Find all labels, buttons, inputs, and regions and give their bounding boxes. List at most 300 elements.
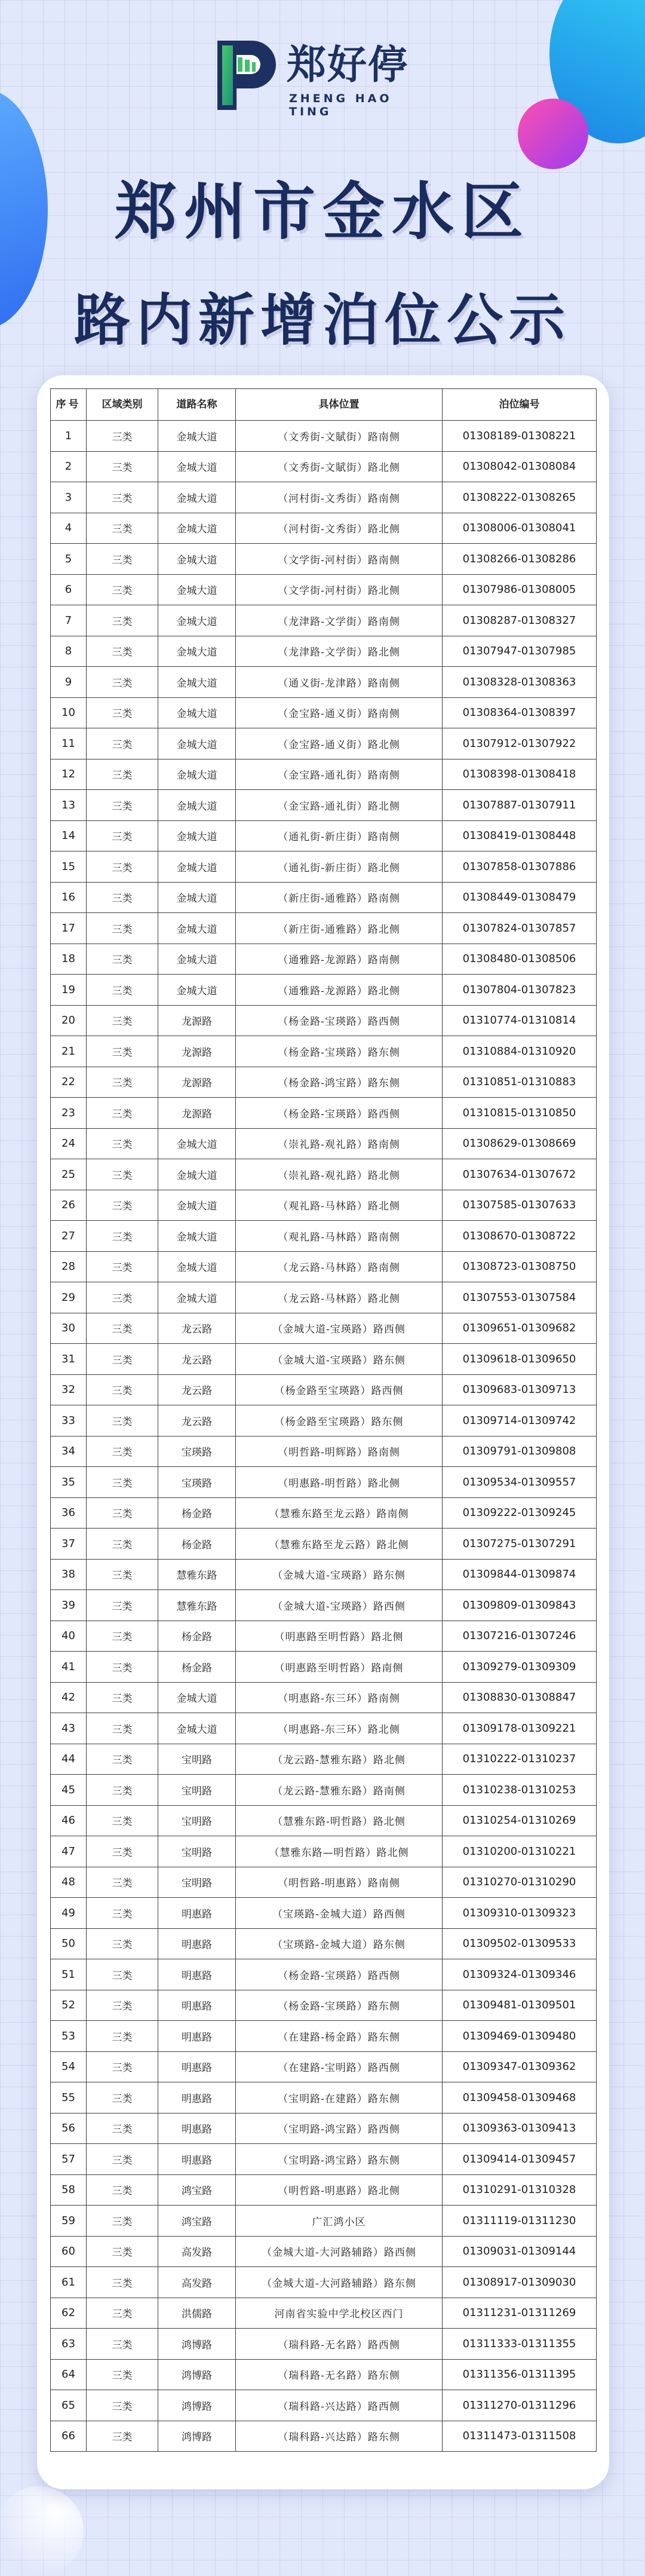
cell-berth-code: 01307858-01307886 bbox=[443, 851, 597, 883]
cell-location: （通义街-龙津路）路南侧 bbox=[236, 667, 443, 698]
table-header-row bbox=[51, 389, 597, 421]
cell-location: （在建路-宝明路）路西侧 bbox=[236, 2051, 443, 2082]
cell-location: （明哲路-明惠路）路南侧 bbox=[236, 1867, 443, 1898]
cell-location: （宝明路-鸿宝路）路东侧 bbox=[236, 2144, 443, 2175]
cell-index: 47 bbox=[51, 1836, 87, 1867]
cell-berth-code: 01310815-01310850 bbox=[443, 1098, 597, 1129]
decor-pink-ball bbox=[518, 99, 588, 169]
table-row bbox=[51, 1405, 597, 1436]
cell-berth-code: 01309279-01309309 bbox=[443, 1652, 597, 1683]
table-row bbox=[51, 1529, 597, 1560]
cell-berth-code: 01308830-01308847 bbox=[443, 1682, 597, 1713]
cell-index: 57 bbox=[51, 2144, 87, 2175]
cell-index: 8 bbox=[51, 636, 87, 667]
cell-berth-code: 01309791-01309808 bbox=[443, 1436, 597, 1467]
table-row bbox=[51, 451, 597, 482]
cell-area-class: 三类 bbox=[87, 759, 158, 790]
cell-area-class: 三类 bbox=[87, 790, 158, 821]
cell-area-class: 三类 bbox=[87, 2144, 158, 2175]
cell-index: 42 bbox=[51, 1682, 87, 1713]
cell-berth-code: 01308287-01308327 bbox=[443, 605, 597, 636]
cell-location: （慧雅东路-明哲路）路北侧 bbox=[236, 1805, 443, 1836]
cell-index: 64 bbox=[51, 2359, 87, 2390]
cell-index: 9 bbox=[51, 667, 87, 698]
cell-berth-code: 01310200-01310221 bbox=[443, 1836, 597, 1867]
page-title-line2: 路内新增泊位公示 bbox=[73, 288, 571, 353]
cell-berth-code: 01309809-01309843 bbox=[443, 1590, 597, 1621]
cell-berth-code: 01308266-01308286 bbox=[443, 544, 597, 575]
cell-index: 24 bbox=[51, 1128, 87, 1159]
cell-area-class: 三类 bbox=[87, 2236, 158, 2267]
cell-location: （明惠路-东三环）路北侧 bbox=[236, 1713, 443, 1744]
cell-road-name: 龙源路 bbox=[158, 1036, 236, 1067]
cell-index: 3 bbox=[51, 482, 87, 513]
cell-berth-code: 01308419-01308448 bbox=[443, 820, 597, 851]
cell-berth-code: 01309324-01309346 bbox=[443, 1959, 597, 1990]
cell-area-class: 三类 bbox=[87, 1251, 158, 1282]
cell-location: （崇礼路-观礼路）路南侧 bbox=[236, 1128, 443, 1159]
cell-berth-code: 01309651-01309682 bbox=[443, 1313, 597, 1344]
cell-index: 39 bbox=[51, 1590, 87, 1621]
table-row bbox=[51, 1098, 597, 1129]
cell-berth-code: 01309683-01309713 bbox=[443, 1374, 597, 1405]
cell-road-name: 明惠路 bbox=[158, 2113, 236, 2144]
table-row bbox=[51, 1590, 597, 1621]
brand-name: 郑好停 bbox=[287, 42, 408, 88]
cell-berth-code: 01311333-01311355 bbox=[443, 2329, 597, 2360]
cell-road-name: 金城大道 bbox=[158, 544, 236, 575]
cell-area-class: 三类 bbox=[87, 882, 158, 913]
table-row bbox=[51, 1190, 597, 1221]
cell-index: 5 bbox=[51, 544, 87, 575]
header-road-name: 道路名称 bbox=[158, 389, 236, 421]
cell-index: 11 bbox=[51, 728, 87, 759]
cell-berth-code: 01309310-01309323 bbox=[443, 1898, 597, 1929]
cell-area-class: 三类 bbox=[87, 2051, 158, 2082]
cell-location: （明惠路至明哲路）路南侧 bbox=[236, 1652, 443, 1683]
table-row bbox=[51, 1282, 597, 1313]
cell-berth-code: 01308042-01308084 bbox=[443, 451, 597, 482]
cell-index: 46 bbox=[51, 1805, 87, 1836]
cell-area-class: 三类 bbox=[87, 667, 158, 698]
table-row bbox=[51, 1621, 597, 1652]
table-row bbox=[51, 544, 597, 575]
cell-index: 43 bbox=[51, 1713, 87, 1744]
cell-index: 48 bbox=[51, 1867, 87, 1898]
cell-road-name: 慧雅东路 bbox=[158, 1590, 236, 1621]
cell-road-name: 金城大道 bbox=[158, 913, 236, 944]
cell-index: 56 bbox=[51, 2113, 87, 2144]
cell-index: 30 bbox=[51, 1313, 87, 1344]
cell-road-name: 明惠路 bbox=[158, 1959, 236, 1990]
cell-road-name: 龙云路 bbox=[158, 1344, 236, 1375]
brand-logo bbox=[214, 37, 429, 118]
cell-area-class: 三类 bbox=[87, 1713, 158, 1744]
cell-area-class: 三类 bbox=[87, 1190, 158, 1221]
cell-road-name: 龙云路 bbox=[158, 1374, 236, 1405]
table-row bbox=[51, 1159, 597, 1190]
cell-berth-code: 01307986-01308005 bbox=[443, 574, 597, 605]
cell-area-class: 三类 bbox=[87, 1067, 158, 1098]
cell-location: （文学街-河村街）路北侧 bbox=[236, 574, 443, 605]
cell-location: （河村街-文秀街）路南侧 bbox=[236, 482, 443, 513]
cell-location: （金宝路-通礼街）路北侧 bbox=[236, 790, 443, 821]
cell-area-class: 三类 bbox=[87, 1559, 158, 1590]
cell-road-name: 金城大道 bbox=[158, 1221, 236, 1252]
cell-location: （金宝路-通义街）路北侧 bbox=[236, 728, 443, 759]
cell-area-class: 三类 bbox=[87, 2021, 158, 2052]
cell-index: 31 bbox=[51, 1344, 87, 1375]
table-row bbox=[51, 790, 597, 821]
table-row bbox=[51, 2421, 597, 2452]
cell-berth-code: 01308449-01308479 bbox=[443, 882, 597, 913]
cell-road-name: 鸿宝路 bbox=[158, 2174, 236, 2206]
cell-area-class: 三类 bbox=[87, 913, 158, 944]
table-row bbox=[51, 482, 597, 513]
cell-area-class: 三类 bbox=[87, 728, 158, 759]
cell-berth-code: 01309363-01309413 bbox=[443, 2113, 597, 2144]
cell-area-class: 三类 bbox=[87, 1744, 158, 1775]
table-row bbox=[51, 1898, 597, 1929]
table-row bbox=[51, 2236, 597, 2267]
cell-area-class: 三类 bbox=[87, 1036, 158, 1067]
cell-road-name: 金城大道 bbox=[158, 1159, 236, 1190]
cell-area-class: 三类 bbox=[87, 2267, 158, 2298]
cell-index: 61 bbox=[51, 2267, 87, 2298]
cell-index: 16 bbox=[51, 882, 87, 913]
cell-location: （杨金路-宝瑛路）路西侧 bbox=[236, 1005, 443, 1036]
cell-location: （文学街-河村街）路南侧 bbox=[236, 544, 443, 575]
cell-index: 50 bbox=[51, 1928, 87, 1959]
cell-road-name: 金城大道 bbox=[158, 1251, 236, 1282]
cell-berth-code: 01309458-01309468 bbox=[443, 2082, 597, 2114]
cell-road-name: 明惠路 bbox=[158, 1928, 236, 1959]
cell-location: （金宝路-通义街）路南侧 bbox=[236, 697, 443, 728]
cell-area-class: 三类 bbox=[87, 1775, 158, 1806]
cell-location: （明惠路-明哲路）路北侧 bbox=[236, 1467, 443, 1498]
cell-location: （通雅路-龙源路）路北侧 bbox=[236, 975, 443, 1006]
cell-location: （慧雅东路至龙云路）路北侧 bbox=[236, 1529, 443, 1560]
cell-berth-code: 01307947-01307985 bbox=[443, 636, 597, 667]
cell-area-class: 三类 bbox=[87, 482, 158, 513]
cell-road-name: 金城大道 bbox=[158, 605, 236, 636]
cell-area-class: 三类 bbox=[87, 1005, 158, 1036]
cell-berth-code: 01307912-01307922 bbox=[443, 728, 597, 759]
cell-area-class: 三类 bbox=[87, 1098, 158, 1129]
cell-road-name: 杨金路 bbox=[158, 1529, 236, 1560]
cell-location: （通礼街-新庄街）路北侧 bbox=[236, 851, 443, 883]
table-card bbox=[37, 375, 609, 2489]
cell-road-name: 宝明路 bbox=[158, 1836, 236, 1867]
cell-berth-code: 01309469-01309480 bbox=[443, 2021, 597, 2052]
cell-road-name: 明惠路 bbox=[158, 2021, 236, 2052]
cell-road-name: 金城大道 bbox=[158, 882, 236, 913]
cell-index: 21 bbox=[51, 1036, 87, 1067]
cell-road-name: 明惠路 bbox=[158, 2144, 236, 2175]
cell-road-name: 金城大道 bbox=[158, 1190, 236, 1221]
cell-road-name: 金城大道 bbox=[158, 636, 236, 667]
cell-location: 广汇鸿小区 bbox=[236, 2206, 443, 2237]
cell-area-class: 三类 bbox=[87, 1128, 158, 1159]
cell-road-name: 龙源路 bbox=[158, 1098, 236, 1129]
cell-area-class: 三类 bbox=[87, 421, 158, 452]
cell-berth-code: 01308670-01308722 bbox=[443, 1221, 597, 1252]
table-row bbox=[51, 851, 597, 883]
cell-berth-code: 01310238-01310253 bbox=[443, 1775, 597, 1806]
cell-berth-code: 01309414-01309457 bbox=[443, 2144, 597, 2175]
cell-berth-code: 01308189-01308221 bbox=[443, 421, 597, 452]
cell-location: （金城大道-大河路辅路）路西侧 bbox=[236, 2236, 443, 2267]
cell-area-class: 三类 bbox=[87, 2113, 158, 2144]
table-row bbox=[51, 1221, 597, 1252]
table-row bbox=[51, 1313, 597, 1344]
cell-area-class: 三类 bbox=[87, 544, 158, 575]
table-row bbox=[51, 1067, 597, 1098]
cell-area-class: 三类 bbox=[87, 820, 158, 851]
cell-location: （瑞科路-无名路）路西侧 bbox=[236, 2329, 443, 2360]
cell-index: 66 bbox=[51, 2421, 87, 2452]
table-row bbox=[51, 1374, 597, 1405]
cell-area-class: 三类 bbox=[87, 1928, 158, 1959]
cell-road-name: 金城大道 bbox=[158, 820, 236, 851]
cell-location: （瑞科路-无名路）路东侧 bbox=[236, 2359, 443, 2390]
cell-road-name: 金城大道 bbox=[158, 697, 236, 728]
cell-index: 23 bbox=[51, 1098, 87, 1129]
cell-berth-code: 01310291-01310328 bbox=[443, 2174, 597, 2206]
cell-road-name: 明惠路 bbox=[158, 1990, 236, 2021]
cell-index: 28 bbox=[51, 1251, 87, 1282]
cell-index: 35 bbox=[51, 1467, 87, 1498]
cell-berth-code: 01309844-01309874 bbox=[443, 1559, 597, 1590]
brand-p-icon bbox=[214, 37, 281, 114]
cell-road-name: 金城大道 bbox=[158, 1128, 236, 1159]
cell-location: （通礼街-新庄街）路南侧 bbox=[236, 820, 443, 851]
cell-index: 6 bbox=[51, 574, 87, 605]
cell-road-name: 高发路 bbox=[158, 2236, 236, 2267]
table-row bbox=[51, 2021, 597, 2052]
cell-berth-code: 01308398-01308418 bbox=[443, 759, 597, 790]
cell-index: 17 bbox=[51, 913, 87, 944]
table-row bbox=[51, 1436, 597, 1467]
cell-area-class: 三类 bbox=[87, 574, 158, 605]
cell-index: 41 bbox=[51, 1652, 87, 1683]
cell-berth-code: 01308328-01308363 bbox=[443, 667, 597, 698]
cell-index: 44 bbox=[51, 1744, 87, 1775]
table-row bbox=[51, 2267, 597, 2298]
brand-subtitle: ZHENG HAO TING bbox=[289, 92, 392, 118]
cell-location: （宝瑛路-金城大道）路西侧 bbox=[236, 1898, 443, 1929]
cell-berth-code: 01309502-01309533 bbox=[443, 1928, 597, 1959]
cell-berth-code: 01307887-01307911 bbox=[443, 790, 597, 821]
cell-location: （崇礼路-观礼路）路北侧 bbox=[236, 1159, 443, 1190]
table-row bbox=[51, 2359, 597, 2390]
cell-location: （龙云路-马林路）路南侧 bbox=[236, 1251, 443, 1282]
table-row bbox=[51, 882, 597, 913]
cell-index: 7 bbox=[51, 605, 87, 636]
table-row bbox=[51, 2329, 597, 2360]
cell-location: （明惠路至明哲路）路北侧 bbox=[236, 1621, 443, 1652]
cell-area-class: 三类 bbox=[87, 1590, 158, 1621]
cell-index: 33 bbox=[51, 1405, 87, 1436]
cell-location: （通雅路-龙源路）路南侧 bbox=[236, 944, 443, 975]
table-row bbox=[51, 2082, 597, 2114]
cell-berth-code: 01307634-01307672 bbox=[443, 1159, 597, 1190]
cell-area-class: 三类 bbox=[87, 1836, 158, 1867]
cell-index: 29 bbox=[51, 1282, 87, 1313]
cell-index: 18 bbox=[51, 944, 87, 975]
cell-index: 10 bbox=[51, 697, 87, 728]
cell-index: 20 bbox=[51, 1005, 87, 1036]
cell-berth-code: 01310222-01310237 bbox=[443, 1744, 597, 1775]
cell-index: 62 bbox=[51, 2298, 87, 2329]
cell-area-class: 三类 bbox=[87, 1867, 158, 1898]
cell-index: 45 bbox=[51, 1775, 87, 1806]
cell-road-name: 宝明路 bbox=[158, 1805, 236, 1836]
cell-index: 54 bbox=[51, 2051, 87, 2082]
cell-location: （金宝路-通礼街）路南侧 bbox=[236, 759, 443, 790]
table-row bbox=[51, 2144, 597, 2175]
cell-road-name: 杨金路 bbox=[158, 1497, 236, 1529]
cell-location: 河南省实验中学北校区西门 bbox=[236, 2298, 443, 2329]
header-area-class: 区域类别 bbox=[87, 389, 158, 421]
cell-area-class: 三类 bbox=[87, 2421, 158, 2452]
cell-area-class: 三类 bbox=[87, 2390, 158, 2421]
table-row bbox=[51, 1928, 597, 1959]
cell-index: 49 bbox=[51, 1898, 87, 1929]
cell-location: （明哲路-明惠路）路北侧 bbox=[236, 2174, 443, 2206]
cell-location: （观礼路-马林路）路南侧 bbox=[236, 1221, 443, 1252]
cell-location: （观礼路-马林路）路北侧 bbox=[236, 1190, 443, 1221]
cell-road-name: 金城大道 bbox=[158, 1713, 236, 1744]
cell-road-name: 洪儒路 bbox=[158, 2298, 236, 2329]
cell-area-class: 三类 bbox=[87, 2082, 158, 2114]
table-row bbox=[51, 1805, 597, 1836]
cell-location: （龙津路-文学街）路南侧 bbox=[236, 605, 443, 636]
cell-berth-code: 01308917-01309030 bbox=[443, 2267, 597, 2298]
cell-index: 4 bbox=[51, 513, 87, 544]
cell-location: （杨金路-宝瑛路）路东侧 bbox=[236, 1990, 443, 2021]
cell-location: （金城大道-宝瑛路）路西侧 bbox=[236, 1590, 443, 1621]
cell-location: （慧雅东路—明哲路）路北侧 bbox=[236, 1836, 443, 1867]
table-row bbox=[51, 513, 597, 544]
cell-road-name: 明惠路 bbox=[158, 2051, 236, 2082]
cell-road-name: 龙云路 bbox=[158, 1313, 236, 1344]
cell-berth-code: 01310884-01310920 bbox=[443, 1036, 597, 1067]
cell-berth-code: 01308364-01308397 bbox=[443, 697, 597, 728]
cell-location: （龙云路-慧雅东路）路北侧 bbox=[236, 1744, 443, 1775]
cell-location: （明哲路-明辉路）路南侧 bbox=[236, 1436, 443, 1467]
cell-road-name: 金城大道 bbox=[158, 1282, 236, 1313]
table-row bbox=[51, 975, 597, 1006]
table-body bbox=[51, 421, 597, 2452]
cell-area-class: 三类 bbox=[87, 1529, 158, 1560]
cell-area-class: 三类 bbox=[87, 944, 158, 975]
cell-location: （金城大道-宝瑛路）路东侧 bbox=[236, 1559, 443, 1590]
table-row bbox=[51, 2051, 597, 2082]
cell-berth-code: 01307804-01307823 bbox=[443, 975, 597, 1006]
cell-road-name: 金城大道 bbox=[158, 513, 236, 544]
cell-road-name: 高发路 bbox=[158, 2267, 236, 2298]
cell-road-name: 宝明路 bbox=[158, 1744, 236, 1775]
cell-berth-code: 01308723-01308750 bbox=[443, 1251, 597, 1282]
cell-road-name: 鸿宝路 bbox=[158, 2206, 236, 2237]
cell-berth-code: 01307585-01307633 bbox=[443, 1190, 597, 1221]
cell-location: （新庄街-通雅路）路北侧 bbox=[236, 913, 443, 944]
table-row bbox=[51, 1959, 597, 1990]
table-row bbox=[51, 2298, 597, 2329]
cell-area-class: 三类 bbox=[87, 636, 158, 667]
cell-berth-code: 01309534-01309557 bbox=[443, 1467, 597, 1498]
cell-index: 32 bbox=[51, 1374, 87, 1405]
cell-location: （龙津路-文学街）路北侧 bbox=[236, 636, 443, 667]
cell-index: 26 bbox=[51, 1190, 87, 1221]
table-row bbox=[51, 1713, 597, 1744]
cell-location: （杨金路至宝瑛路）路西侧 bbox=[236, 1374, 443, 1405]
cell-berth-code: 01309178-01309221 bbox=[443, 1713, 597, 1744]
cell-area-class: 三类 bbox=[87, 1652, 158, 1683]
cell-index: 65 bbox=[51, 2390, 87, 2421]
table-row bbox=[51, 636, 597, 667]
cell-road-name: 金城大道 bbox=[158, 759, 236, 790]
cell-road-name: 宝明路 bbox=[158, 1867, 236, 1898]
cell-location: （宝明路-在建路）路东侧 bbox=[236, 2082, 443, 2114]
cell-index: 36 bbox=[51, 1497, 87, 1529]
table-row bbox=[51, 1867, 597, 1898]
cell-road-name: 金城大道 bbox=[158, 1682, 236, 1713]
cell-berth-code: 01311119-01311230 bbox=[443, 2206, 597, 2237]
cell-road-name: 明惠路 bbox=[158, 1898, 236, 1929]
table-row bbox=[51, 1344, 597, 1375]
cell-location: （宝瑛路-金城大道）路东侧 bbox=[236, 1928, 443, 1959]
cell-location: （宝明路-鸿宝路）路西侧 bbox=[236, 2113, 443, 2144]
cell-road-name: 金城大道 bbox=[158, 728, 236, 759]
cell-area-class: 三类 bbox=[87, 2298, 158, 2329]
cell-road-name: 宝瑛路 bbox=[158, 1467, 236, 1498]
cell-area-class: 三类 bbox=[87, 605, 158, 636]
cell-berth-code: 01310270-01310290 bbox=[443, 1867, 597, 1898]
cell-road-name: 金城大道 bbox=[158, 790, 236, 821]
table-row bbox=[51, 1744, 597, 1775]
cell-index: 22 bbox=[51, 1067, 87, 1098]
cell-berth-code: 01311356-01311395 bbox=[443, 2359, 597, 2390]
table-row bbox=[51, 1652, 597, 1683]
table-row bbox=[51, 1775, 597, 1806]
cell-location: （杨金路-宝瑛路）路西侧 bbox=[236, 1959, 443, 1990]
cell-road-name: 金城大道 bbox=[158, 482, 236, 513]
cell-location: （杨金路至宝瑛路）路东侧 bbox=[236, 1405, 443, 1436]
cell-location: （杨金路-宝瑛路）路东侧 bbox=[236, 1036, 443, 1067]
cell-area-class: 三类 bbox=[87, 1467, 158, 1498]
cell-berth-code: 01309031-01309144 bbox=[443, 2236, 597, 2267]
cell-berth-code: 01310851-01310883 bbox=[443, 1067, 597, 1098]
table-row bbox=[51, 1990, 597, 2021]
cell-area-class: 三类 bbox=[87, 513, 158, 544]
cell-index: 2 bbox=[51, 451, 87, 482]
cell-location: （龙云路-马林路）路北侧 bbox=[236, 1282, 443, 1313]
cell-index: 12 bbox=[51, 759, 87, 790]
cell-location: （杨金路-鸿宝路）路东侧 bbox=[236, 1067, 443, 1098]
cell-location: （慧雅东路至龙云路）路南侧 bbox=[236, 1497, 443, 1529]
cell-location: （金城大道-宝瑛路）路东侧 bbox=[236, 1344, 443, 1375]
cell-area-class: 三类 bbox=[87, 1374, 158, 1405]
cell-location: （在建路-杨金路）路东侧 bbox=[236, 2021, 443, 2052]
table-row bbox=[51, 1036, 597, 1067]
table-row bbox=[51, 2390, 597, 2421]
table-row bbox=[51, 2206, 597, 2237]
table-row bbox=[51, 605, 597, 636]
cell-road-name: 宝瑛路 bbox=[158, 1436, 236, 1467]
cell-area-class: 三类 bbox=[87, 1282, 158, 1313]
